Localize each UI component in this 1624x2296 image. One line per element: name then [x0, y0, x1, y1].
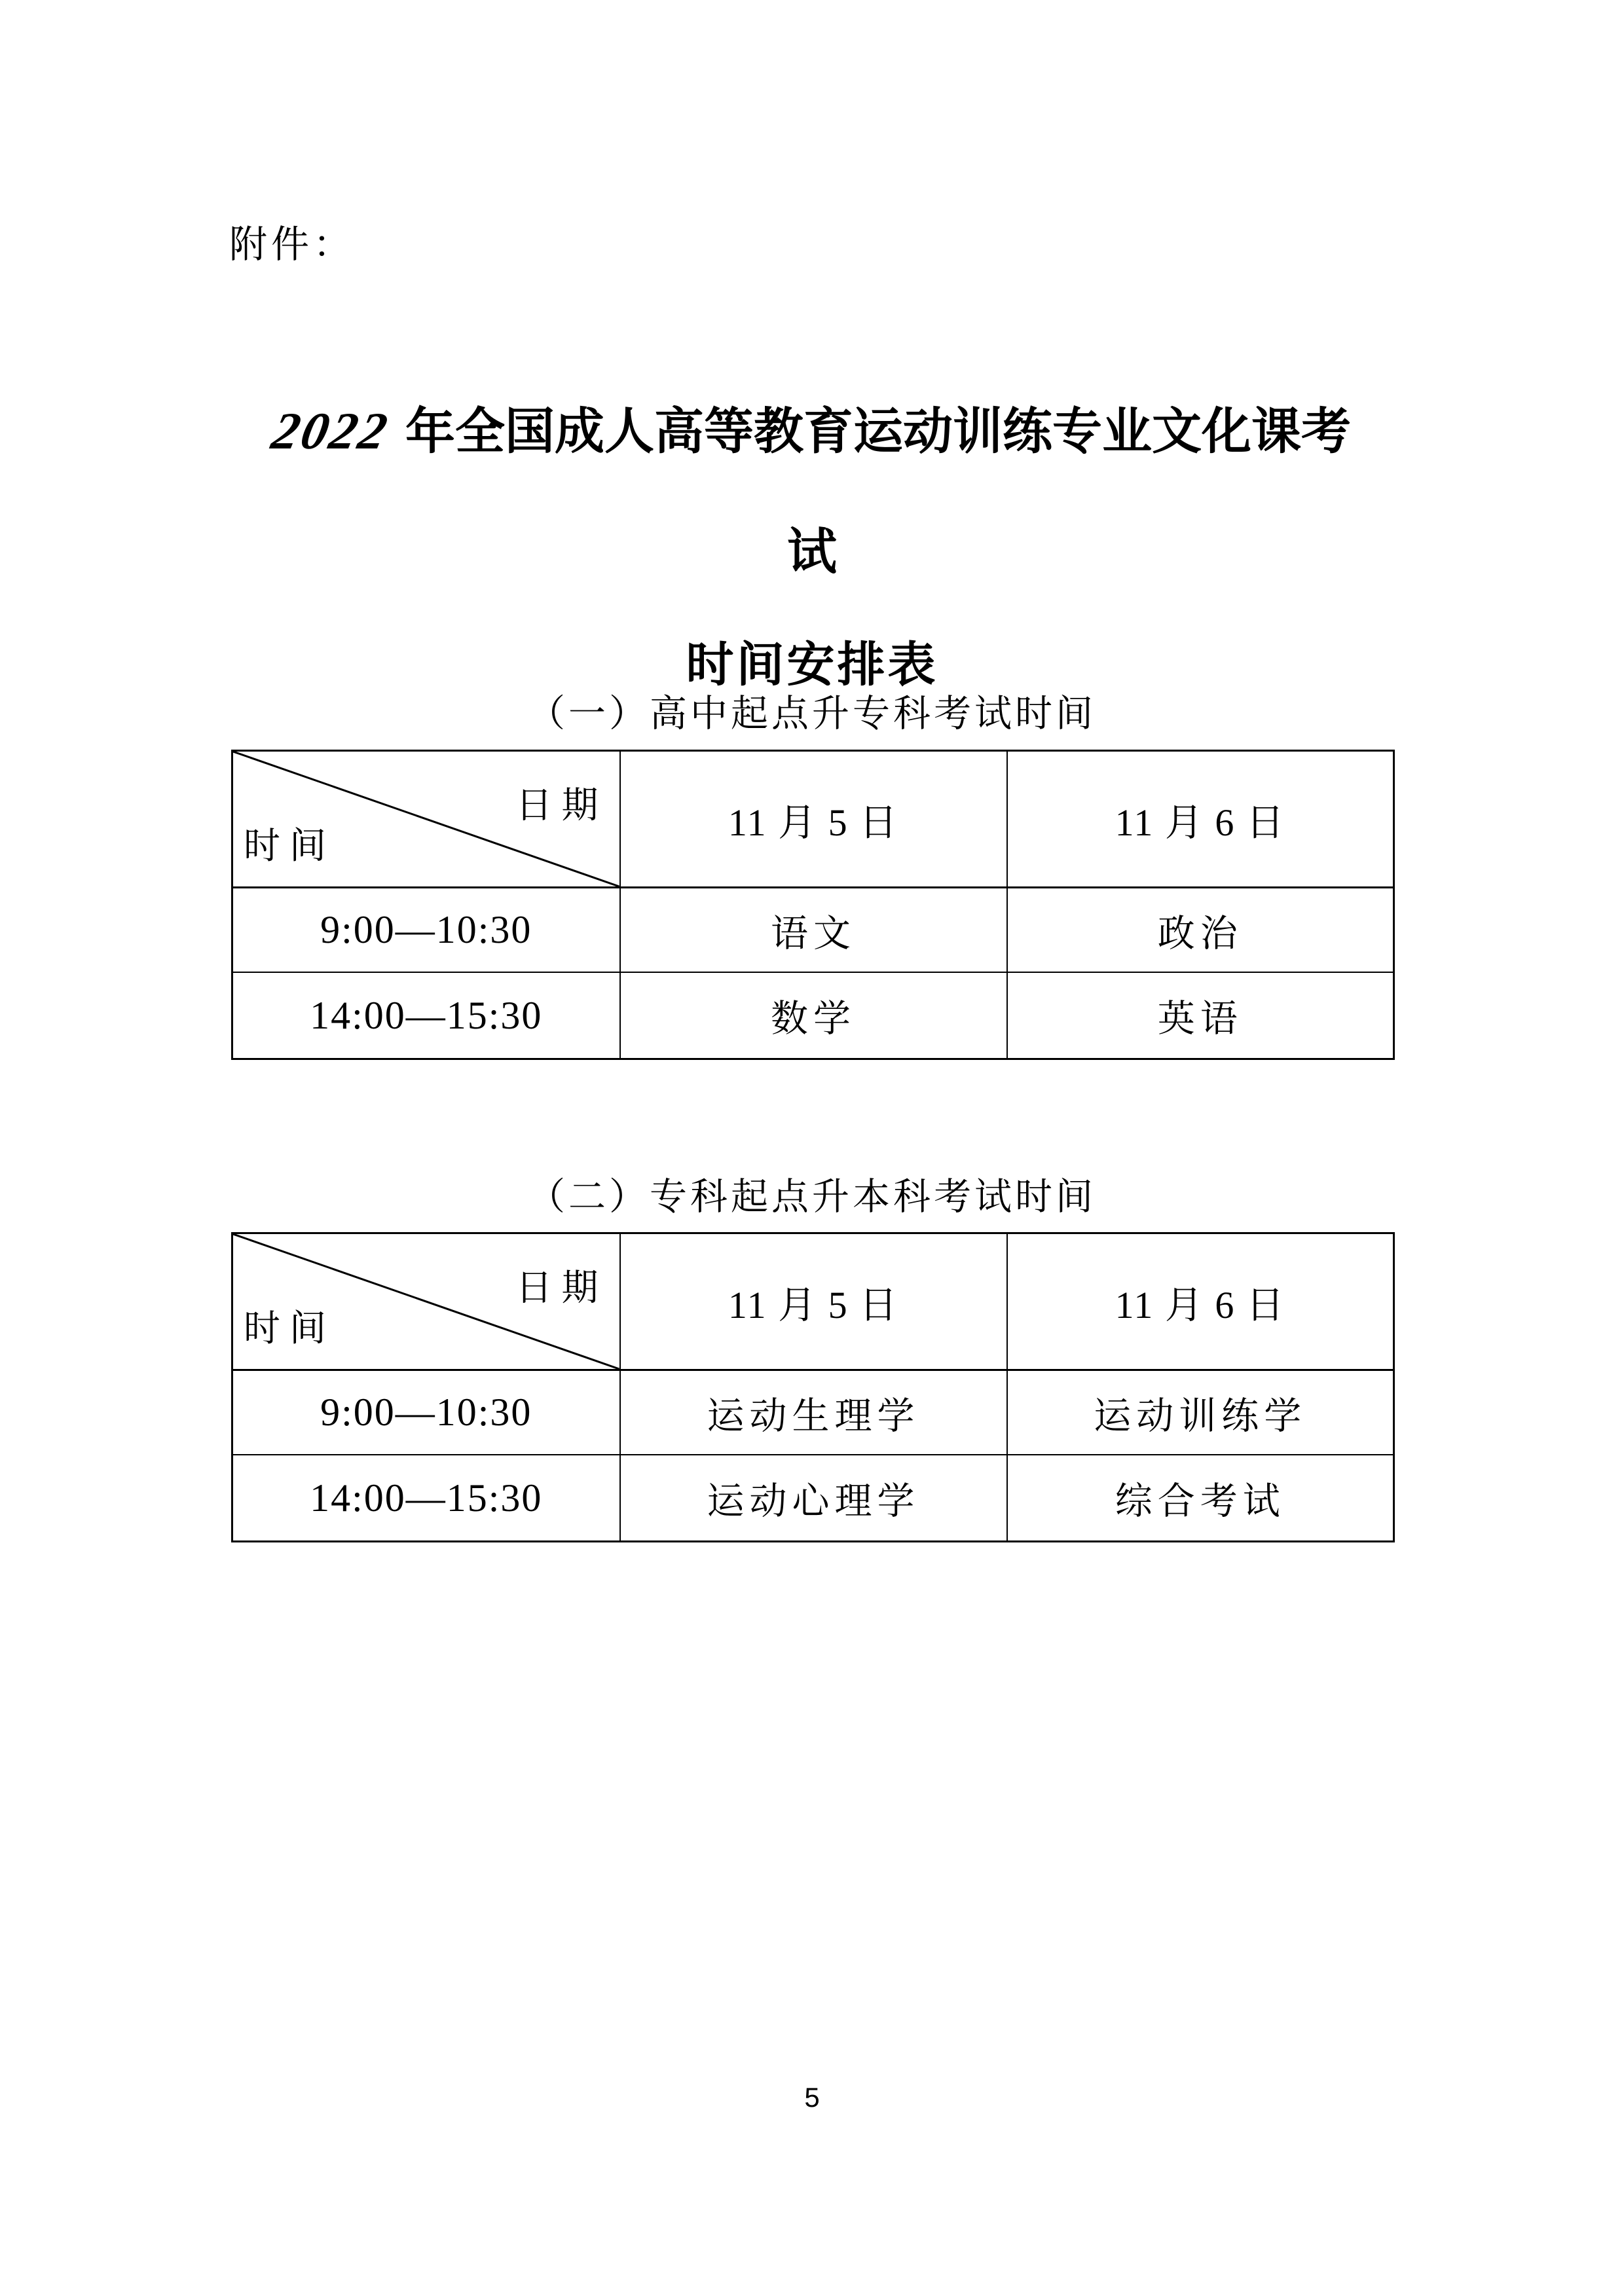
table-1-corner-cell — [232, 751, 620, 888]
table-1-col-nov6: 11 月 6 日 — [1007, 751, 1394, 888]
table-2-row-1-subject-nov6: 运动训练学 — [1007, 1370, 1394, 1455]
table-1-row-2-time: 14:00—15:30 — [232, 972, 620, 1059]
table-2-row-2-time: 14:00—15:30 — [232, 1455, 620, 1542]
table-1-col-nov5: 11 月 5 日 — [620, 751, 1007, 888]
table-2-col-nov5: 11 月 5 日 — [620, 1233, 1007, 1370]
schedule-table-1 — [231, 750, 1395, 1060]
section-2-heading: （二）专科起点升本科考试时间 — [528, 1176, 1096, 1218]
table-2-row-2-subject-nov6: 综合考试 — [1007, 1455, 1394, 1542]
title-line1-text: 年全国成人高等教育运动训练专业文化课考 — [405, 405, 1351, 460]
page-number: 5 — [804, 2082, 820, 2113]
table-2-header-row — [232, 1233, 1394, 1370]
schedule-table-2 — [231, 1232, 1395, 1542]
title-year: 2022 — [267, 403, 395, 460]
table-row — [232, 1455, 1394, 1542]
table-2-row-1-time: 9:00—10:30 — [232, 1370, 620, 1455]
table-1-row-2-subject-nov5: 数学 — [620, 972, 1007, 1059]
corner-label-date: 日期 — [515, 1268, 608, 1309]
table-row — [232, 972, 1394, 1059]
table-row — [232, 888, 1394, 973]
table-1-header-row — [232, 751, 1394, 888]
diagonal-header-cell — [233, 1234, 619, 1369]
table-1-row-1-time: 9:00—10:30 — [232, 888, 620, 973]
document-subtitle: 时间安排表 — [686, 638, 938, 691]
table-1-row-1-subject-nov6: 政治 — [1007, 888, 1394, 973]
diagonal-header-cell — [233, 752, 619, 886]
table-2-row-1-subject-nov5: 运动生理学 — [620, 1370, 1007, 1455]
table-1-row-2-subject-nov6: 英语 — [1007, 972, 1394, 1059]
corner-label-time: 时间 — [244, 1309, 335, 1349]
document-title-line1 — [0, 392, 1624, 463]
corner-label-date: 日期 — [515, 786, 608, 826]
document-title-line2: 试 — [787, 525, 837, 580]
table-2-col-nov6: 11 月 6 日 — [1007, 1233, 1394, 1370]
table-2-row-2-subject-nov5: 运动心理学 — [620, 1455, 1007, 1542]
attachment-label: 附件： — [229, 223, 356, 266]
table-1-row-1-subject-nov5: 语文 — [620, 888, 1007, 973]
table-2-corner-cell — [232, 1233, 620, 1370]
section-1-heading: （一）高中起点升专科考试时间 — [528, 693, 1096, 735]
table-row — [232, 1370, 1394, 1455]
corner-label-time: 时间 — [244, 826, 335, 867]
